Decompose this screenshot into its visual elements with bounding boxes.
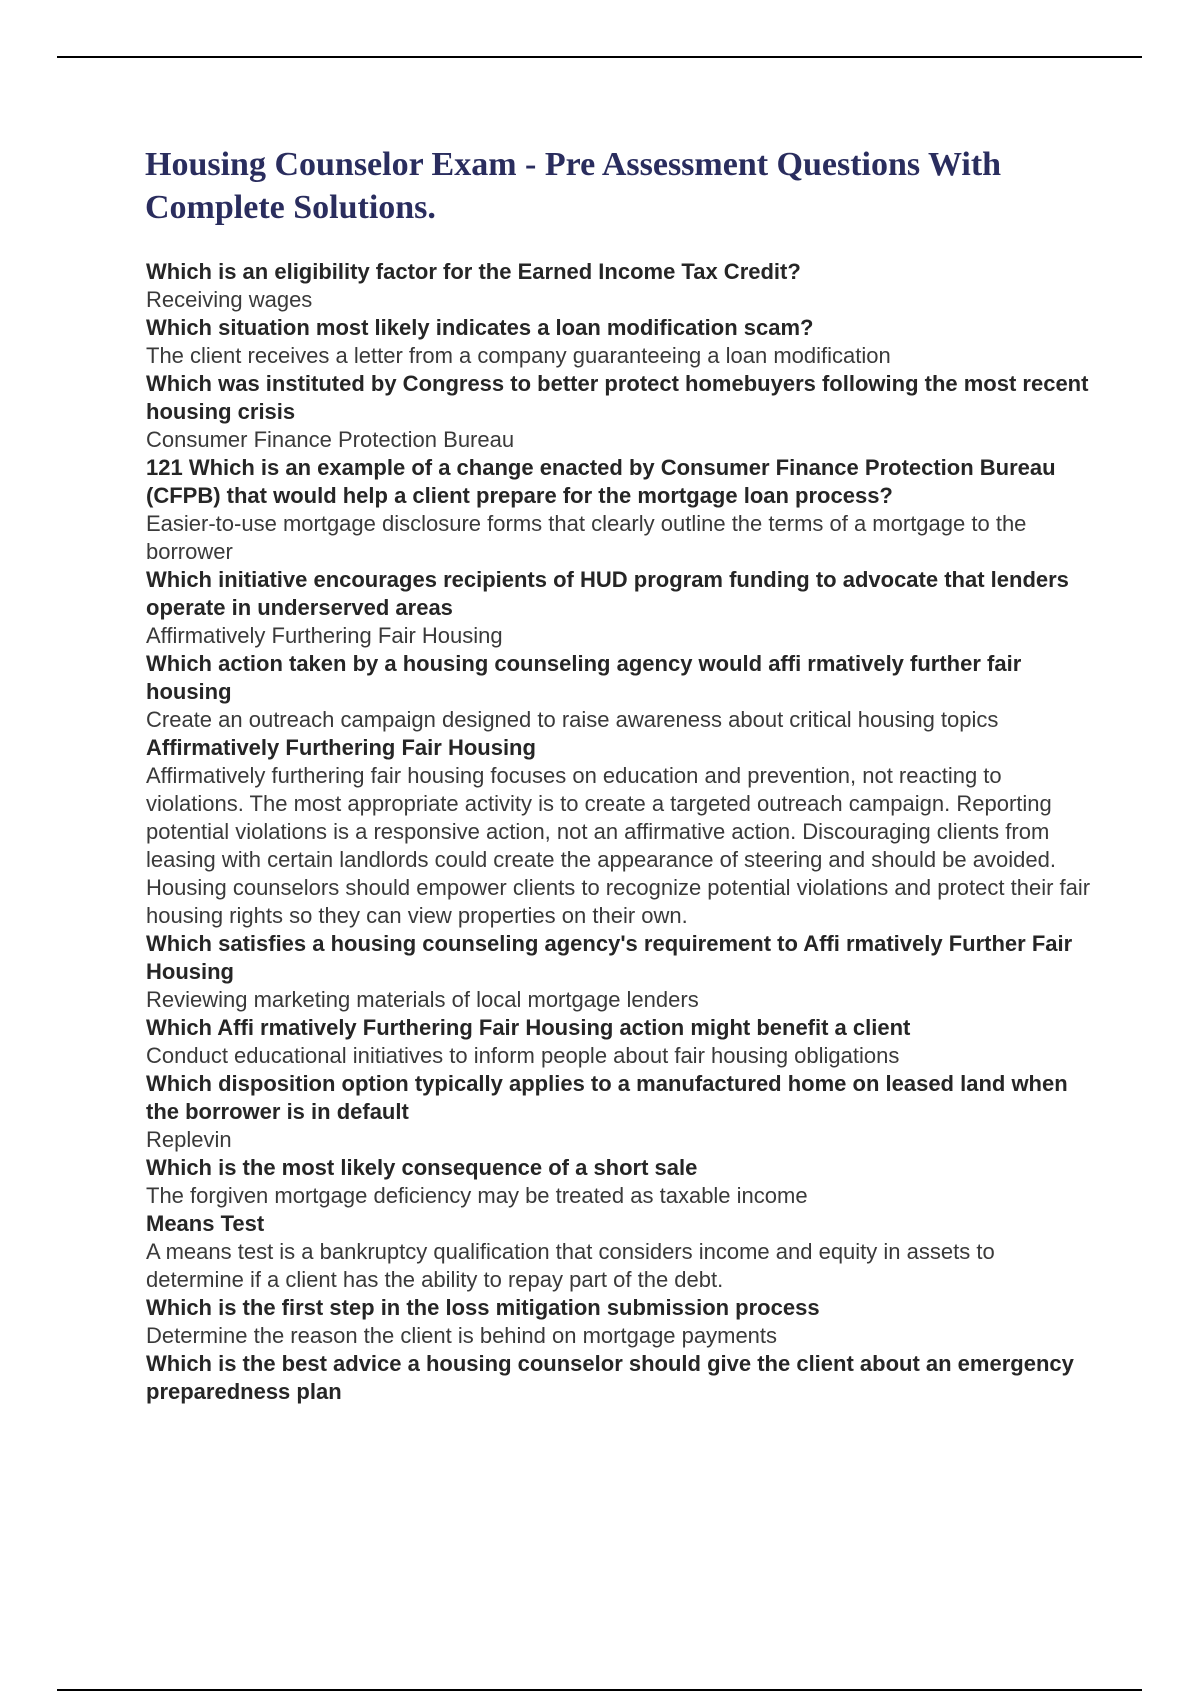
qa-item — [146, 1294, 1096, 1350]
qa-list — [146, 258, 1096, 1406]
answer-text: Affirmatively Furthering Fair Housing — [146, 623, 503, 648]
qa-item — [146, 1014, 1096, 1070]
question-text: Which satisfies a housing counseling agency's requirement to Affi rmatively Further Fair Housing — [146, 931, 1073, 984]
qa-item — [146, 1350, 1096, 1406]
question-text: Which is the first step in the loss mitigation submission process — [146, 1295, 820, 1320]
question-text: Which is the best advice a housing counselor should give the client about an emergency preparedness plan — [146, 1351, 1074, 1404]
answer-text: Reviewing marketing materials of local mortgage lenders — [146, 987, 699, 1012]
question-text: Means Test — [146, 1211, 265, 1236]
top-rule — [57, 56, 1142, 58]
answer-text: A means test is a bankruptcy qualification that considers income and equity in assets to determine if a client has the ability to repay part of the debt. — [146, 1239, 995, 1292]
question-text: Which disposition option typically applies to a manufactured home on leased land when the borrower is in default — [146, 1071, 1068, 1124]
question-text: Which is the most likely consequence of a short sale — [146, 1155, 698, 1180]
qa-item — [146, 566, 1096, 650]
qa-item — [146, 370, 1096, 454]
answer-text: Easier-to-use mortgage disclosure forms that clearly outline the terms of a mortgage to the borrower — [146, 511, 1027, 564]
answer-text: The forgiven mortgage deficiency may be treated as taxable income — [146, 1183, 808, 1208]
answer-text: Create an outreach campaign designed to raise awareness about critical housing topics — [146, 707, 999, 732]
answer-text: Replevin — [146, 1127, 232, 1152]
qa-item — [146, 454, 1096, 566]
answer-text: Conduct educational initiatives to inform people about fair housing obligations — [146, 1043, 900, 1068]
question-text: 121 Which is an example of a change enacted by Consumer Finance Protection Bureau (CFPB) that would help a client prepare for the mortgage loan process? — [146, 455, 1056, 508]
qa-item — [146, 258, 1096, 314]
qa-item — [146, 314, 1096, 370]
qa-item — [146, 1210, 1096, 1294]
bottom-rule — [57, 1689, 1142, 1691]
question-text: Which initiative encourages recipients of HUD program funding to advocate that lenders operate in underserved areas — [146, 567, 1069, 620]
question-text: Which is an eligibility factor for the Earned Income Tax Credit? — [146, 259, 801, 284]
question-text: Which situation most likely indicates a loan modification scam? — [146, 315, 814, 340]
qa-item — [146, 734, 1096, 930]
page-title: Housing Counselor Exam - Pre Assessment Questions With Complete Solutions. — [145, 146, 1002, 226]
answer-text: Affirmatively furthering fair housing focuses on education and prevention, not reacting to violations. The most appropriate activity is to create a targeted outreach campaign. Reporting potential violations is a responsive action, not an affirmative action. Discouraging clients from leasing with certain landlords could create the appearance of steering and should be avoided. Housing counselors should empower clients to recognize potential violations and protect their fair housing rights so they can view properties on their own. — [146, 763, 1091, 928]
question-text: Which was instituted by Congress to better protect homebuyers following the most recent housing crisis — [146, 371, 1089, 424]
answer-text: Receiving wages — [146, 287, 313, 312]
answer-text: The client receives a letter from a company guaranteeing a loan modification — [146, 343, 891, 368]
qa-item — [146, 650, 1096, 734]
answer-text: Determine the reason the client is behind on mortgage payments — [146, 1323, 778, 1348]
question-text: Affirmatively Furthering Fair Housing — [146, 735, 536, 760]
question-text: Which Affi rmatively Furthering Fair Housing action might benefit a client — [146, 1015, 911, 1040]
qa-item — [146, 930, 1096, 1014]
qa-item — [146, 1154, 1096, 1210]
question-text: Which action taken by a housing counseling agency would affi rmatively further fair housing — [146, 651, 1022, 704]
answer-text: Consumer Finance Protection Bureau — [146, 427, 515, 452]
qa-item — [146, 1070, 1096, 1154]
